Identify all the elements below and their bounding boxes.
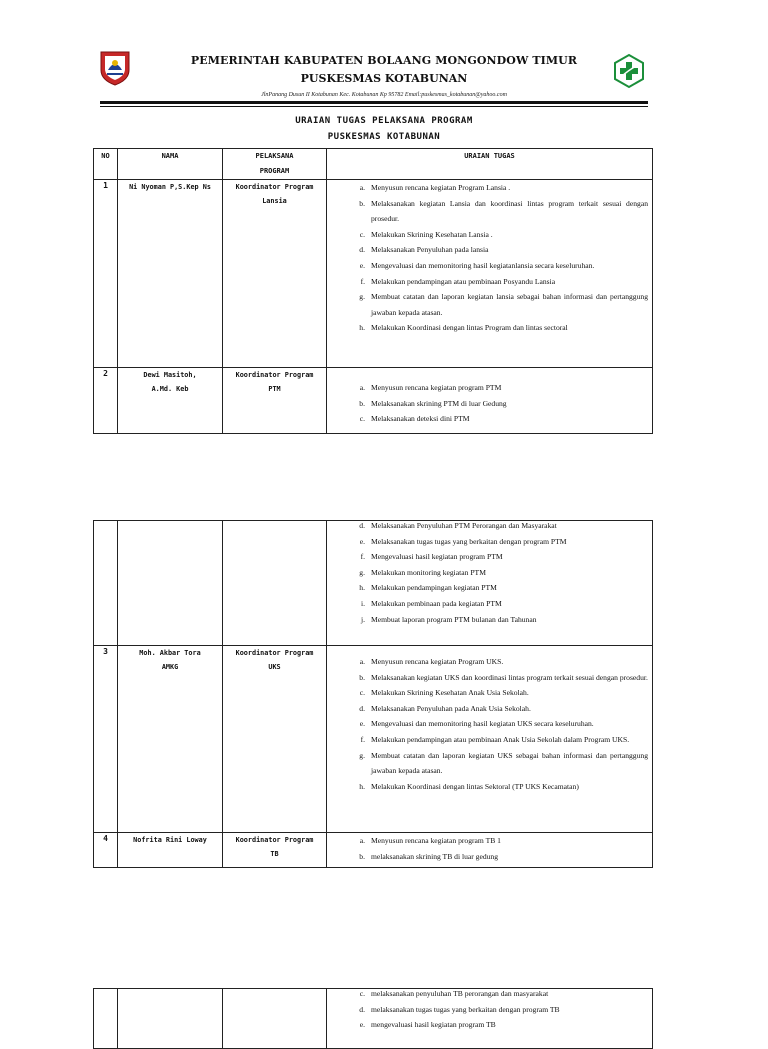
task-marker: g. <box>359 292 365 302</box>
task-list <box>327 986 652 1033</box>
task-text: Melakukan pembinaan pada kegiatan PTM <box>371 598 502 608</box>
task-text: melaksanakan penyuluhan TB perorangan dan masyarakat <box>371 989 549 998</box>
organization-title: PUSKESMAS KOTABUNAN <box>300 72 468 85</box>
task-marker: d. <box>359 1004 365 1014</box>
row-name <box>118 833 223 868</box>
document-subtitle: PUSKESMAS KOTABUNAN <box>327 132 441 142</box>
task-text: Menyusun rencana kegiatan Program Lansia . <box>371 183 511 192</box>
task-item <box>327 670 648 686</box>
task-text: Mengevaluasi hasil kegiatan program PTM <box>371 552 503 562</box>
task-item <box>327 1002 648 1018</box>
task-marker: c. <box>359 414 365 424</box>
task-marker: d. <box>359 521 365 530</box>
row-tasks <box>327 989 653 1049</box>
header-rule-thin <box>100 106 648 107</box>
task-item <box>327 411 648 427</box>
row-name <box>118 180 223 368</box>
task-item <box>327 654 648 670</box>
table-row <box>94 368 653 434</box>
task-list <box>327 180 652 336</box>
task-list <box>327 833 652 864</box>
row-name-line2: AMKG <box>161 663 179 671</box>
government-title: PEMERINTAH KABUPATEN BOLAANG MONGONDOW TIMUR <box>190 54 578 67</box>
task-marker: f. <box>360 734 365 744</box>
task-item <box>327 396 648 412</box>
task-item <box>327 612 648 628</box>
header-uraian: URAIAN TUGAS <box>327 149 653 180</box>
table-row <box>94 521 653 646</box>
task-list <box>327 380 652 427</box>
task-item <box>327 833 648 849</box>
task-item <box>327 1017 648 1033</box>
table-header-row <box>94 149 653 180</box>
row-name <box>118 368 223 434</box>
task-text: Melakukan pendampingan kegiatan PTM <box>371 583 497 593</box>
task-text: Mengevaluasi dan memonitoring hasil kegiatan UKS secara keseluruhan. <box>371 719 594 729</box>
task-table-continued-2 <box>93 988 653 1049</box>
row-no-empty <box>94 521 118 646</box>
task-marker: g. <box>359 567 365 577</box>
task-marker: i. <box>360 598 365 608</box>
task-text: Melaksanakan Penyuluhan pada lansia <box>371 245 489 255</box>
task-text: Melaksanakan skrining PTM di luar Gedung <box>371 398 507 408</box>
row-program-empty <box>223 521 327 646</box>
task-text: Melaksanakan kegiatan UKS dan koordinasi lintas program terkait sesuai dengan prosedur. <box>371 672 648 682</box>
row-tasks <box>327 833 653 868</box>
task-text: melaksanakan tugas tugas yang berkaitan dengan program TB <box>371 1004 560 1014</box>
task-item <box>327 779 648 795</box>
task-text: Melakukan Koordinasi dengan lintas Program dan lintas sectoral <box>371 323 568 333</box>
task-text: Melakukan pendampingan atau pembinaan Anak Usia Sekolah dalam Program UKS. <box>371 734 630 744</box>
task-text: Melaksanakan kegiatan Lansia dan koordinasi lintas program terkait sesuai dengan prosedur. <box>371 198 648 224</box>
task-item <box>327 986 648 1002</box>
row-program-line2: PTM <box>268 385 281 393</box>
task-item <box>327 716 648 732</box>
letterhead <box>0 0 768 112</box>
task-marker: d. <box>359 245 365 255</box>
task-text: Melakukan Skrining Kesehatan Anak Usia Sekolah. <box>371 688 529 698</box>
task-marker: d. <box>359 703 365 713</box>
task-table <box>93 148 653 434</box>
row-name-line2: A.Md. Keb <box>151 385 189 393</box>
task-marker: h. <box>359 583 365 593</box>
row-program-line2: UKS <box>268 663 281 671</box>
task-item <box>327 320 648 336</box>
task-marker: h. <box>359 781 365 791</box>
header-rule-thick <box>100 101 648 104</box>
row-program <box>223 646 327 833</box>
task-text: Menyusun rencana kegiatan program PTM <box>371 383 502 392</box>
task-text: Melakukan pendampingan atau pembinaan Posyandu Lansia <box>371 276 556 286</box>
task-marker: h. <box>359 323 365 333</box>
task-marker: b. <box>359 198 365 208</box>
task-text: Membuat catatan dan laporan kegiatan lansia sebagai bahan informasi dan pertanggung jawaban kepada atasan. <box>371 292 648 317</box>
task-text: Melaksanakan Penyuluhan pada Anak Usia Sekolah. <box>371 703 531 713</box>
row-tasks <box>327 180 653 368</box>
address-line: JlnPanang Dusun II Kotabunan Kec. Kotabunan Kp 95782 Email:puskesmas_kotabunan@yahoo.com <box>261 92 507 98</box>
row-name <box>118 646 223 833</box>
row-program-line2: Lansia <box>262 197 287 205</box>
row-name-line1: Nofrita Rini Loway <box>133 836 207 844</box>
header-nama: NAMA <box>118 149 223 180</box>
header-no: NO <box>94 149 118 180</box>
task-text: Membuat laporan program PTM bulanan dan Tahunan <box>371 614 537 624</box>
task-item <box>327 380 648 396</box>
row-program <box>223 368 327 434</box>
row-name-empty <box>118 989 223 1049</box>
row-program-line1: Koordinator Program <box>235 183 314 191</box>
task-text: melaksanakan skrining TB di luar gedung <box>371 851 499 861</box>
task-item <box>327 580 648 596</box>
task-item <box>327 242 648 258</box>
task-item <box>327 534 648 550</box>
row-no: 4 <box>94 833 118 868</box>
table-row <box>94 180 653 368</box>
task-text: Menyusun rencana kegiatan Program UKS. <box>371 657 504 666</box>
task-marker: a. <box>359 183 365 192</box>
task-item <box>327 258 648 274</box>
task-marker: j. <box>360 614 365 624</box>
task-text: Melaksanakan Penyuluhan PTM Perorangan dan Masyarakat <box>371 521 557 530</box>
task-marker: b. <box>359 672 365 682</box>
task-marker: e. <box>359 719 365 729</box>
task-marker: e. <box>359 536 365 546</box>
task-item <box>327 274 648 290</box>
task-marker: c. <box>359 688 365 698</box>
table-row <box>94 989 653 1049</box>
row-program-line1: Koordinator Program <box>235 836 314 844</box>
task-item <box>327 289 648 320</box>
task-marker: e. <box>359 1020 365 1030</box>
task-item <box>327 748 648 779</box>
task-marker: a. <box>359 657 365 666</box>
task-marker: a. <box>359 383 365 392</box>
puskesmas-logo-icon <box>612 54 646 88</box>
task-item <box>327 849 648 865</box>
task-item <box>327 518 648 534</box>
header-pelaksana <box>223 149 327 180</box>
task-marker: f. <box>360 276 365 286</box>
header-pelaksana-line2: PROGRAM <box>259 167 290 175</box>
task-item <box>327 596 648 612</box>
header-pelaksana-line1: PELAKSANA <box>255 152 294 160</box>
task-item <box>327 196 648 227</box>
task-text: Mengevaluasi dan memonitoring hasil kegiatanlansia secara keseluruhan. <box>371 260 595 270</box>
task-item <box>327 549 648 565</box>
task-item <box>327 227 648 243</box>
task-table-continued <box>93 520 653 868</box>
row-tasks <box>327 368 653 434</box>
row-program-line2: TB <box>270 850 279 858</box>
row-program-line1: Koordinator Program <box>235 371 314 379</box>
task-marker: a. <box>359 836 365 845</box>
task-item <box>327 732 648 748</box>
task-text: Melakukan Koordinasi dengan lintas Sektoral (TP UKS Kecamatan) <box>371 781 579 791</box>
task-marker: f. <box>360 552 365 562</box>
row-program-empty <box>223 989 327 1049</box>
row-program <box>223 180 327 368</box>
row-program <box>223 833 327 868</box>
task-text: Melakukan Skrining Kesehatan Lansia . <box>371 229 493 239</box>
task-marker: c. <box>359 229 365 239</box>
task-item <box>327 565 648 581</box>
row-name-line1: Dewi Masitoh, <box>143 371 197 379</box>
task-text: Membuat catatan dan laporan kegiatan UKS sebagai bahan informasi dan pertanggung jawaban kepada atasan. <box>371 750 648 776</box>
task-text: mengevaluasi hasil kegiatan program TB <box>371 1020 496 1030</box>
task-marker: b. <box>359 398 365 408</box>
row-name-line1: Moh. Akbar Tora <box>139 649 201 657</box>
task-list <box>327 518 652 627</box>
task-item <box>327 685 648 701</box>
row-name-line1: Ni Nyoman P,S.Kep Ns <box>129 183 211 191</box>
row-no: 3 <box>94 646 118 833</box>
row-tasks <box>327 521 653 646</box>
task-item <box>327 701 648 717</box>
task-marker: b. <box>359 851 365 861</box>
task-list <box>327 654 652 794</box>
task-marker: g. <box>359 750 365 760</box>
document-title: URAIAN TUGAS PELAKSANA PROGRAM <box>295 116 473 126</box>
row-tasks <box>327 646 653 833</box>
row-no: 2 <box>94 368 118 434</box>
row-program-line1: Koordinator Program <box>235 649 314 657</box>
task-marker: e. <box>359 260 365 270</box>
task-marker: c. <box>359 989 365 998</box>
task-text: Melakukan monitoring kegiatan PTM <box>371 567 486 577</box>
task-text: Melaksanakan tugas tugas yang berkaitan dengan program PTM <box>371 536 567 546</box>
row-no: 1 <box>94 180 118 368</box>
row-name-empty <box>118 521 223 646</box>
task-text: Melaksanakan deteksi dini PTM <box>371 414 470 424</box>
row-no-empty <box>94 989 118 1049</box>
task-text: Menyusun rencana kegiatan program TB 1 <box>371 836 501 845</box>
table-row <box>94 833 653 868</box>
task-item <box>327 180 648 196</box>
table-row <box>94 646 653 833</box>
